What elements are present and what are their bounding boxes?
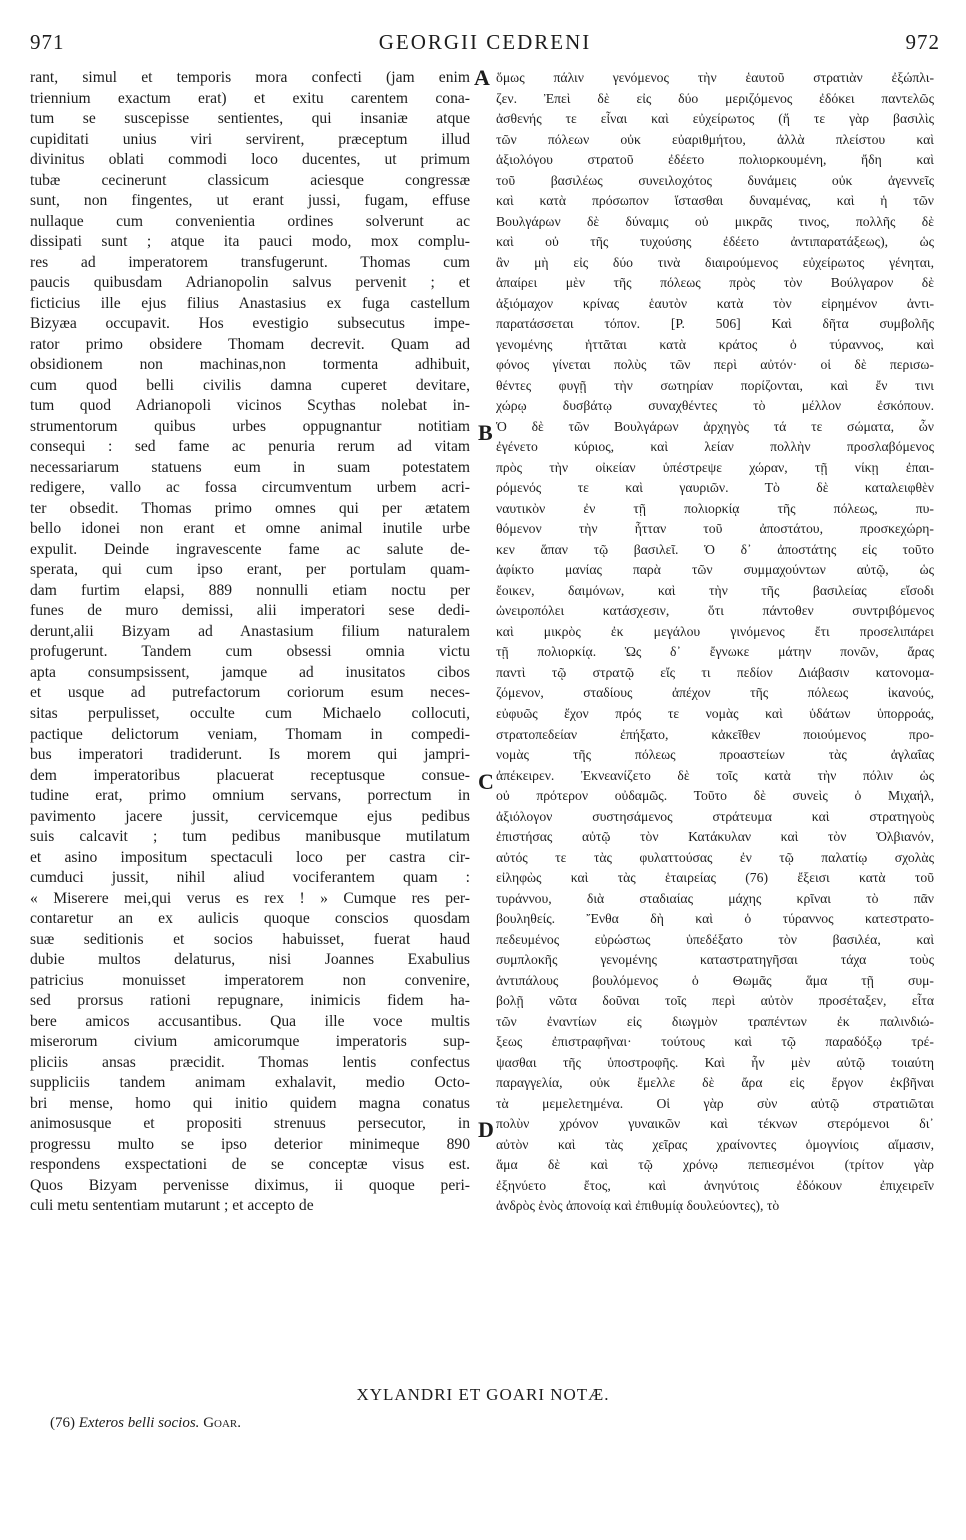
page-number-right: 972	[905, 30, 940, 54]
greek-text-line: Ὁ δὲ τῶν Βουλγάρων ἀρχηγὸς τά τε σώματα, ὧν	[496, 418, 934, 434]
latin-text-line: triennium exactum erat) et exitu carentem cona-	[30, 89, 470, 107]
footnote-author: Goar.	[203, 1415, 241, 1431]
latin-text-line: Bizyæa occupavit. Hos evestigio subsecutus impe-	[30, 315, 470, 333]
greek-text-line: ζόμενον, σταδίους ἀπέχον τῆς πόλεως ἱκανούς,	[496, 685, 934, 701]
greek-text-line: ἀφίκτο μανίας παρὰ τῶν συμμαχούντων αὐτῷ, ὡς	[496, 562, 934, 578]
latin-text-line: progressu multo se ipso deterior minimeque 890	[30, 1135, 470, 1153]
greek-text-line: ἀξιόμαχον κρίνας ἑαυτὸν κατὰ τὸν εἰρημένον ἀντι-	[496, 295, 934, 311]
latin-text-line: et usque ad putrefactorum coriorum esum neces-	[30, 684, 470, 702]
greek-text-line: ἀσθενής τε εἶναι καὶ εὐχείρωτος (ἥ τε γὰρ βασιλὶς	[496, 111, 934, 127]
latin-text-line: dubie multos delaturus, nisi Joannes Exabulius	[30, 951, 470, 969]
greek-text-line: ἅμα δὲ καὶ τῷ χρόνῳ πεπιεσμένοι (τρίτον γὰρ	[496, 1157, 934, 1173]
latin-text-line: res ad imperatorem transfugerunt. Thomas cum	[30, 253, 470, 271]
greek-text-line: ὠνειροπόλει κατάσχεσιν, ὅτι πάντοθεν συντριβόμενος	[496, 603, 934, 619]
latin-text-line: animosusque et propositi strenuus persecutor, in	[30, 1115, 470, 1133]
latin-text-line: bere amicos accusantibus. Qua ille voce multis	[30, 1012, 470, 1030]
greek-text-line: φόνος γίνεται πολὺς τῶν περὶ αὐτόν· οἱ δὲ περισω-	[496, 357, 934, 373]
greek-text-line: Βουλγάρων δὲ δύναμις οὐ μικρᾶς τινος, πολλῆς δὲ	[496, 213, 934, 229]
greek-text-line: παρατάσσεται τόπον. [P. 506] Καὶ δῆτα συμβολῆς	[496, 316, 934, 332]
latin-text-line: pliciis ansas præcidit. Thomas lentis confectus	[30, 1053, 470, 1071]
latin-text-line: dem imperatoribus placuerat receptusque consue-	[30, 766, 470, 784]
greek-text-line: βουληθείς. Ἔνθα δὴ καὶ ὁ τύραννος κατεστρατο-	[496, 911, 934, 927]
greek-text-line: ὅμως πάλιν γενόμενος τὴν ἑαυτοῦ στρατιὰν ἐξώπλι-	[496, 70, 934, 85]
greek-text-line: ναυτικὸν ἐν τῇ πολιορκίᾳ τῆς πόλεως, πυ-	[496, 500, 934, 516]
latin-text-line: culi metu sententiam mutarunt ; et accepto de	[30, 1197, 314, 1215]
latin-text-line: tudine erat, primo omnium servans, porrectum in	[30, 787, 470, 805]
greek-text-line: καὶ μικρὸς ἐκ μεγάλου γινόμενος ἔτι προσελιπάρει	[496, 623, 934, 639]
greek-column	[496, 68, 934, 1217]
greek-text-line: θόμενον τὴν ἧτταν τοῦ ἀποστάτου, προσκεχώρη-	[496, 521, 934, 537]
latin-text-line: redigere, vallo ac fossa circumventum urbem acri-	[30, 479, 470, 497]
greek-text-line: συμπλοκῆς γενομένης καταστρατηγῆσαι τάχα τοὺς	[496, 952, 934, 968]
latin-text-line: rator primo obsidere Thomam decrevit. Quam ad	[30, 335, 470, 353]
greek-text-line: ἂν μὴ εἰς δύο τινὰ διαιρούμενος εὐχείρωτος γένηται,	[496, 254, 934, 270]
running-head	[30, 30, 940, 56]
greek-text-line: ἀντιπάλους βουλόμενος ὁ Θωμᾶς ἅμα τῇ συμ-	[496, 972, 934, 988]
greek-text-line: ξεως ἐπιστραφῆναι· τούτους καὶ τῷ παραδόξῳ τρέ-	[496, 1034, 934, 1050]
latin-text-line: tum quod Adrianopoli vicinos Scythas nolebat in-	[30, 397, 470, 415]
latin-text-line: tubæ cecinerunt classicum aciesque congressæ	[30, 171, 470, 189]
greek-text-line: αὐτός τε τὰς φυλαττούσας ἐν τῷ παλατίῳ σχολὰς	[496, 849, 934, 865]
latin-text-line: cupiditati unius viri servirent, præceptum illud	[30, 130, 470, 148]
greek-text-line: ἀξιόλογον συστησάμενος στράτευμα καὶ στρατηγοὺς	[496, 808, 934, 824]
section-marker-d: D	[478, 1117, 494, 1142]
latin-text-line: « Miserere mei,qui verus es rex ! » Cumque res per-	[30, 889, 470, 907]
latin-text-line: profugerunt. Tandem cum obsessi omnia victu	[30, 643, 470, 661]
greek-text-line: οὐ πρότερον οὐδαμῶς. Τοῦτο δὲ συνεὶς ὁ Μιχαήλ,	[496, 788, 934, 804]
greek-text-line: ἐπιστήσας αὐτῷ τὸν Κατάκυλαν καὶ τὸν Ὀλβιανόν,	[496, 829, 934, 845]
latin-text-line: miserorum civium amicorumque imperatoris sup-	[30, 1033, 470, 1051]
greek-text-line: χώρῳ δυσβάτῳ συναχθέντες τὸ μέλλον ἐσκόπουν.	[496, 398, 934, 414]
latin-text-line: cum quod belli civilis damna cuperet devitare,	[30, 376, 470, 394]
latin-text-line: divinitus oblati commodi loco ducentes, ut primum	[30, 151, 470, 169]
running-head-title: GEORGII CEDRENI	[378, 30, 592, 54]
greek-text-line: ἐξηνύετο ἔτος, καὶ ἀνηνύτοις ἐδόκουν ἐπιχειρεῖν	[496, 1177, 934, 1193]
greek-text-line: πρὸς τὴν οἰκείαν ὑπέστρεψε χώραν, τῇ νίκῃ ἐπαι-	[496, 459, 934, 475]
latin-text-line: contaretur an ex aulicis quoque conscios quosdam	[30, 910, 470, 928]
greek-text-line: τῇ πολιορκίᾳ. Ὡς δ᾽ ἔγνωκε μάτην πονῶν, ἄρας	[496, 644, 934, 660]
greek-text-line: ἀπέκειρεν. Ἐκνεανίζετο δὲ τοῖς κατὰ τὴν πόλιν ὡς	[496, 767, 934, 783]
latin-text-line: necessariarum statuens eum in suam potestatem	[30, 458, 470, 476]
footnote-number: (76)	[50, 1415, 75, 1431]
latin-text-line: dissipati sunt ; atque ita pauci modo, mox complu-	[30, 233, 470, 251]
latin-text-line: tum se suscepisse sentientes, qui insaniæ atque	[30, 110, 470, 128]
latin-text-line: obsidionem non machinas,non tormenta adhibuit,	[30, 356, 470, 374]
latin-text-line: suis calcavit ; tum pedibus manibusque mutilatum	[30, 828, 470, 846]
greek-text-line: νομὰς τῆς πόλεως προαστείων τὰς ἀγλαΐας	[496, 747, 934, 763]
latin-text-line: funes de muro demissi, alii imperatori sese dedi-	[30, 602, 470, 620]
greek-text-line: ἀξιολόγου στρατοῦ ἐδέετο πολιορκουμένη, ἤδη καὶ	[496, 152, 934, 168]
greek-text-line: τῶν πόλεων οὐκ εὐαριθμήτου, ἀλλὰ πλείστου καὶ	[496, 131, 934, 147]
footnote	[50, 1415, 241, 1432]
greek-text-line: ἔοικεν, δαιμόνων, καὶ τὴν τῆς βασιλείας εἴσοδι	[496, 582, 934, 598]
greek-text-line: πεδευμένος εὐρώστως ὑπεδέξατο τὸν βασιλέα, καὶ	[496, 931, 934, 947]
latin-text-line: Quos Bizyam pervenisse diximus, ii quoque peri-	[30, 1176, 470, 1194]
greek-text-line: ἀνδρὸς ἑνὸς ἀπονοίᾳ καὶ ἐπιθυμίᾳ δουλεύοντες), τὸ	[496, 1198, 780, 1214]
greek-text-line: καὶ κατὰ πρόσωπον ἵστασθαι δυναμένας, καὶ ἡ τῶν	[496, 193, 934, 209]
latin-text-line: bello idonei non erant et omne animal inutile urbe	[30, 520, 470, 538]
latin-text-line: ficticius ille ejus filius Anastasius ex fuga castellum	[30, 294, 470, 312]
greek-text-line: τυράννου, διὰ σταδιαίας μάχης κρῖναι τὸ πᾶν	[496, 890, 934, 906]
latin-text-line: cumduci jussit, nihil aliud vociferantem quam :	[30, 869, 470, 887]
greek-text-line: ἀπαίρει μὲν τῆς πόλεως πρὸς τὸν Βούλγαρον δὲ	[496, 275, 934, 291]
footnote-text: Exteros belli socios.	[78, 1415, 200, 1431]
latin-text-line: derunt,alii Bizyam ad Anastasium filium naturalem	[30, 622, 470, 640]
notes-heading: XYLANDRI ET GOARI NOTÆ.	[356, 1385, 610, 1404]
greek-text-line: ρόμενός τε καὶ γαυριῶν. Τὸ δὲ καταλειφθὲν	[496, 480, 934, 496]
greek-text-line: εἰληφὼς καὶ τὰς ἑταιρείας (76) ἔξεισι κατὰ τοῦ	[496, 870, 934, 886]
greek-text-line: παραγγελία, οὐκ ἔμελλε δὲ ἄρα εἰς ἔργον ἐκβῆναι	[496, 1075, 934, 1091]
latin-text-line: pactique delictorum veniam, Thomam in compedi-	[30, 725, 470, 743]
latin-text-line: sed prorsus rationi repugnare, inimicis fidem ha-	[30, 992, 470, 1010]
greek-text-line: τὰ μεμελετημένα. Οἱ γὰρ σὺν αὐτῷ στρατιῶται	[496, 1095, 934, 1111]
latin-text-line: paucis quibusdam Adrianopolin salvus pervenit ; et	[30, 274, 470, 292]
section-marker-b: B	[478, 420, 493, 445]
greek-text-line: κεν ἅπαν τῷ βασιλεῖ. Ὁ δ᾽ ἀποστάτης εἰς τοῦτο	[496, 541, 934, 557]
latin-text-line: apta consumpsissent, jamque ad inusitatos cibos	[30, 663, 470, 681]
latin-text-line: bri mense, homo qui initio quidem magna conatus	[30, 1094, 470, 1112]
latin-text-line: ter obsedit. Thomas primo omnes qui per ætatem	[30, 499, 470, 517]
section-marker-a: A	[474, 65, 490, 90]
latin-text-line: respondens exspectationi de se conceptæ visus est.	[30, 1156, 470, 1174]
latin-text-line: sperata, qui cum ipso erant, per portulam quam-	[30, 561, 470, 579]
latin-text-line: pavimento jacere jussit, cervicemque ejus pedibus	[30, 807, 470, 825]
latin-text-line: sitas perpulisset, occulte cum Michaelo collocuti,	[30, 704, 470, 722]
section-marker-c: C	[478, 769, 494, 794]
latin-text-line: dam furtim elapsi, 889 nonnulli etiam noctu per	[30, 581, 470, 599]
greek-text-line: ψασθαι τῆς ὑποστροφῆς. Καὶ ἦν μὲν αὐτῷ τοιαύτη	[496, 1054, 934, 1070]
latin-column	[30, 68, 470, 1217]
page-number-left: 971	[30, 30, 65, 54]
greek-text-line: θέντες φυγῇ τὴν σωτηρίαν πορίζονται, καὶ ἔν τινι	[496, 377, 934, 393]
greek-text-line: πολὺν χρόνον γυναικῶν καὶ τέκνων στερόμενοι δι᾽	[496, 1116, 934, 1132]
latin-text-line: patricius monuisset imperatorem non convenire,	[30, 971, 470, 989]
greek-text-line: τῶν ἐναντίων εἰς διωγμὸν τραπέντων ἐκ παλινδιώ-	[496, 1013, 934, 1029]
greek-text-line: γενομένης ἡττᾶται κατὰ κράτος ὁ τύραννος, καὶ	[496, 336, 934, 352]
greek-text-line: βολῇ νῶτα δοῦναι τοῖς περὶ αὐτὸν προσέταξεν, εἶτα	[496, 993, 934, 1009]
latin-text-line: et asino impositum spectaculi loco per castra cir-	[30, 848, 470, 866]
greek-text-line: αὐτὸν καὶ τὰς χεῖρας χραίνοντες ὁμογνίοις αἵμασιν,	[496, 1136, 934, 1152]
greek-text-line: τοῦ βασιλέως συνειλοχότος δυνάμεις οὐκ ἀγεννεῖς	[496, 172, 934, 188]
greek-text-line: καὶ οὐ τῆς τυχούσης ἐδέετο ἀντιπαρατάξεως), ὡς	[496, 234, 934, 250]
greek-text-line: στρατοπεδείαν ἐπήξατο, κἀκεῖθεν ποιούμενος προ-	[496, 726, 934, 742]
latin-text-line: sunt, non fingentes, ut erant jussi, fugam, effuse	[30, 192, 470, 210]
latin-text-line: suæ seditionis et socios habuisset, fuerat haud	[30, 930, 470, 948]
latin-text-line: bus imperatori tradiderunt. Is morem qui jampri-	[30, 746, 470, 764]
greek-text-line: παντὶ τῷ στρατῷ εἴς τι πεδίον Διάβασιν κατονομα-	[496, 664, 934, 680]
latin-text-line: suppliciis tandem animam exhalavit, medio Octo-	[30, 1074, 470, 1092]
latin-text-line: rant, simul et temporis mora confecti (jam enim	[30, 69, 470, 86]
greek-text-line: ἐγένετο κύριος, καὶ λείαν πολλὴν προσλαβόμενος	[496, 439, 934, 455]
latin-text-line: consequi : sed fame ac penuria rerum ad vitam	[30, 438, 470, 456]
greek-text-line: εὐφυῶς ἔχον πρός τε νομὰς καὶ ὑδάτων ὑπορροάς,	[496, 705, 934, 721]
greek-text-line: ζεν. Ἐπεὶ δὲ εἰς δύο μεριζόμενος ἐδόκει παντελῶς	[496, 90, 934, 106]
latin-text-line: strumentorum quibus urbes oppugnantur notitiam	[30, 417, 470, 435]
latin-text-line: nullaque cum convenientia ordines solverunt ac	[30, 212, 470, 230]
latin-text-line: expulit. Deinde ingravescente fame ac salute de-	[30, 540, 470, 558]
